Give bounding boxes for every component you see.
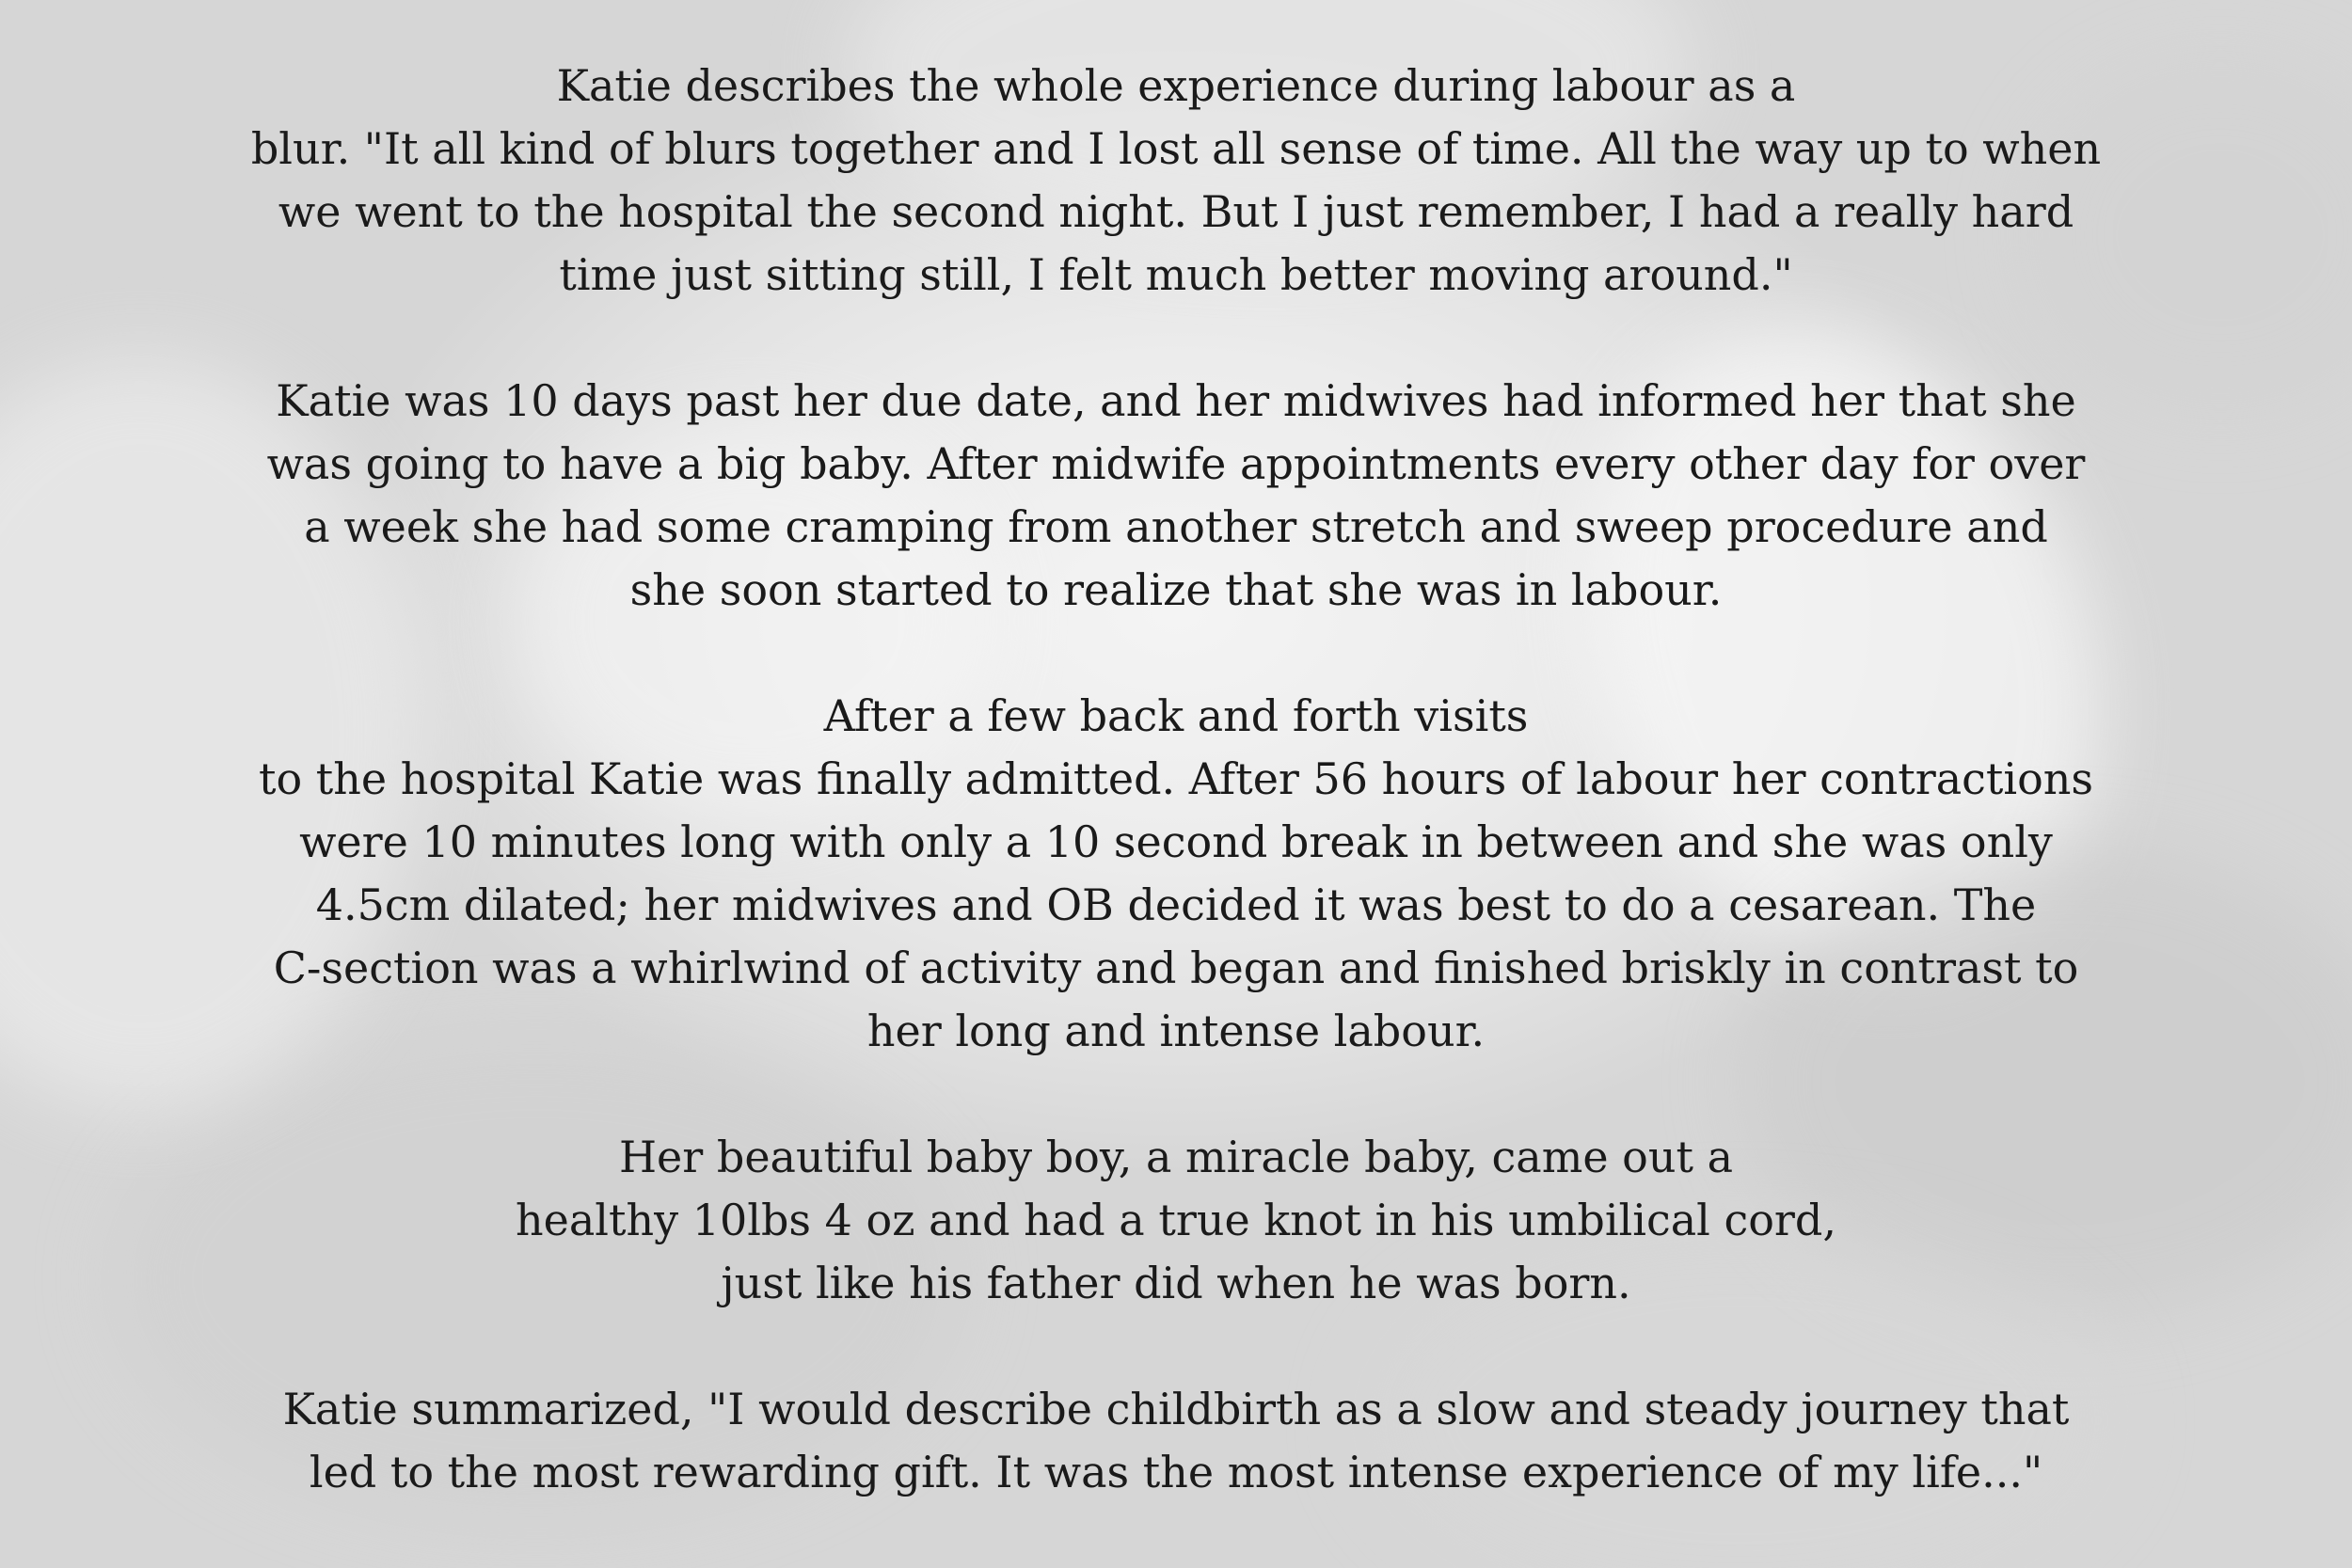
story-paragraph-2 — [235, 370, 2117, 622]
text-line: healthy 10lbs 4 oz and had a true knot in his umbilical cord, — [516, 1195, 1836, 1245]
text-line: Katie was 10 days past her due date, and her midwives had informed her that she — [276, 375, 2076, 426]
text-line: blur. "It all kind of blurs together and I lost all sense of time. All the way up to when — [250, 123, 2102, 174]
text-line: time just sitting still, I felt much better moving around." — [559, 249, 1793, 300]
text-line: we went to the hospital the second night. But I just remember, I had a really hard — [278, 186, 2074, 237]
text-line: was going to have a big baby. After midwife appointments every other day for over — [266, 438, 2086, 489]
text-line: 4.5cm dilated; her midwives and OB decided it was best to do a cesarean. The — [315, 879, 2037, 930]
text-line: Her beautiful baby boy, a miracle baby, came out a — [618, 1132, 1734, 1182]
text-line: C-section was a whirlwind of activity and began and finished briskly in contrast to — [273, 942, 2079, 993]
story-paragraph-4 — [235, 1126, 2117, 1315]
text-line: a week she had some cramping from another stretch and sweep procedure and — [304, 501, 2048, 552]
story-text — [235, 55, 2117, 1504]
text-line: Katie summarized, "I would describe childbirth as a slow and steady journey that — [282, 1384, 2070, 1434]
story-paragraph-1 — [235, 55, 2117, 307]
text-line: led to the most rewarding gift. It was the most intense experience of my life..." — [309, 1447, 2043, 1497]
text-line: Katie describes the whole experience during labour as a — [556, 60, 1796, 111]
story-paragraph-3 — [235, 685, 2117, 1063]
text-line: to the hospital Katie was finally admitted. After 56 hours of labour her contractions — [258, 753, 2094, 804]
text-line: she soon started to realize that she was in labour. — [629, 564, 1723, 615]
text-line: After a few back and forth visits — [823, 690, 1529, 741]
text-line: her long and intense labour. — [866, 1006, 1486, 1056]
text-line: were 10 minutes long with only a 10 second break in between and she was only — [299, 816, 2053, 867]
text-line: just like his father did when he was born. — [721, 1258, 1631, 1308]
story-paragraph-5 — [235, 1378, 2117, 1504]
